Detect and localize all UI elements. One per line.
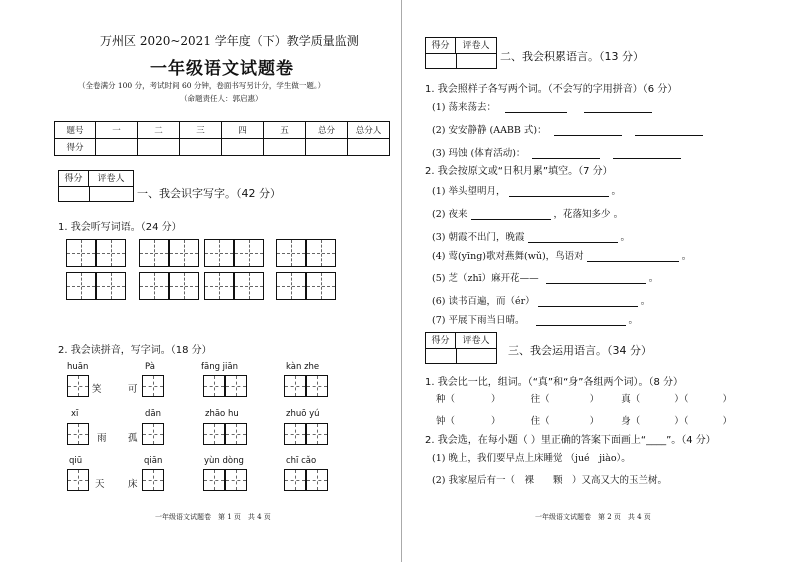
score-input[interactable] — [264, 139, 306, 156]
answer-line[interactable] — [554, 125, 622, 136]
fill-item: (2) 夜来 ，花落知多少 。 — [432, 209, 624, 220]
pinyin-label: huān — [67, 362, 89, 372]
answer-line[interactable] — [587, 251, 679, 262]
pinyin-label: dān — [145, 409, 161, 419]
compare-row: 种（ ） 往（ ） 真（ ）（ ） — [436, 394, 732, 405]
score-input[interactable] — [306, 139, 348, 156]
score-cell: 五 — [264, 122, 306, 139]
question-3-2: 2. 我会选，在每小题（ ）里正确的答案下面画上“____”。（4 分） — [425, 435, 716, 446]
answer-line[interactable] — [635, 125, 703, 136]
grader-box: 得分 评卷人 — [425, 332, 497, 364]
fill-item: (1) 荡来荡去： — [432, 99, 652, 113]
answer-line[interactable] — [528, 232, 618, 243]
writing-box[interactable] — [142, 375, 164, 397]
writing-box[interactable] — [234, 239, 264, 267]
writing-box[interactable] — [204, 239, 234, 267]
question-2-1: 1. 我会照样子各写两个词。（不会写的字用拼音）（6 分） — [425, 84, 678, 95]
fill-item: (6) 读书百遍，而（ér） 。 — [432, 296, 651, 307]
answer-line[interactable] — [505, 102, 567, 113]
score-cell: 四 — [222, 122, 264, 139]
pinyin-label: chī cǎo — [286, 456, 317, 466]
pinyin-label: yùn dòng — [204, 456, 244, 466]
score-cell: 三 — [180, 122, 222, 139]
given-char: 床 — [128, 479, 138, 490]
section-1-title: 一、我会识字写字。（42 分） — [137, 187, 281, 200]
pinyin-label: kàn zhe — [286, 362, 320, 372]
writing-box[interactable] — [66, 239, 96, 267]
writing-box[interactable] — [276, 272, 306, 300]
writing-box[interactable] — [284, 469, 306, 491]
section-3-title: 三、我会运用语言。（34 分） — [508, 344, 652, 357]
score-cell: 得分 — [55, 139, 96, 156]
given-char: 天 — [95, 479, 105, 490]
grader-box: 得分 评卷人 — [425, 37, 497, 69]
writing-box[interactable] — [203, 375, 225, 397]
writing-box[interactable] — [96, 239, 126, 267]
exam-header: 万州区 2020~2021 学年度（下）教学质量监测 — [100, 34, 359, 48]
writing-box[interactable] — [306, 272, 336, 300]
question-1: 1. 我会听写词语。（24 分） — [58, 222, 182, 233]
writing-box[interactable] — [96, 272, 126, 300]
page-footer: 一年级语文试题卷 第 2 页 共 4 页 — [535, 513, 651, 521]
score-input[interactable] — [222, 139, 264, 156]
choice-item: (2) 我家屋后有一（ 裸 颗 ）又高又大的玉兰树。 — [432, 475, 667, 486]
score-cell: 题号 — [55, 122, 96, 139]
fill-item: (1) 举头望明月， 。 — [432, 186, 622, 197]
writing-box[interactable] — [142, 469, 164, 491]
question-2: 2. 我会读拼音，写字词。（18 分） — [58, 345, 212, 356]
exam-note: （全卷满分 100 分，考试时间 60 分钟，卷面书写另计分，学生做一题。） — [78, 81, 326, 90]
page-title: 一年级语文试题卷 — [150, 59, 294, 79]
fill-item: (3) 朝霞不出门，晚霞 。 — [432, 232, 631, 243]
answer-line[interactable] — [471, 209, 551, 220]
page-divider — [401, 0, 402, 562]
score-input[interactable] — [348, 139, 390, 156]
writing-box[interactable] — [225, 375, 247, 397]
question-2-2: 2. 我会按原文或“日积月累”填空。（7 分） — [425, 166, 613, 177]
fill-item: (5) 芝（zhī）麻开花—— 。 — [432, 273, 659, 284]
writing-box[interactable] — [234, 272, 264, 300]
score-input[interactable] — [96, 139, 138, 156]
writing-box[interactable] — [66, 272, 96, 300]
pinyin-label: zhuō yú — [286, 409, 320, 419]
pinyin-label: qiū — [69, 456, 83, 466]
writing-box[interactable] — [306, 469, 328, 491]
writing-box[interactable] — [306, 239, 336, 267]
writing-box[interactable] — [284, 375, 306, 397]
given-char: 可 — [128, 384, 138, 395]
page-footer: 一年级语文试题卷 第 1 页 共 4 页 — [155, 513, 271, 521]
compare-row: 钟（ ） 住（ ） 身（ ）（ ） — [436, 416, 732, 427]
writing-box[interactable] — [139, 239, 169, 267]
writing-box[interactable] — [276, 239, 306, 267]
score-cell: 总分人 — [348, 122, 390, 139]
section-2-title: 二、我会积累语言。（13 分） — [500, 50, 644, 63]
writing-box[interactable] — [203, 469, 225, 491]
pinyin-label: fāng jiān — [201, 362, 239, 372]
writing-box[interactable] — [67, 423, 89, 445]
given-char: 雨 — [97, 433, 107, 444]
given-char: 孤 — [128, 433, 138, 444]
writing-box[interactable] — [284, 423, 306, 445]
question-3-1: 1. 我会比一比，组词。（“真”和“身”各组两个词）。（8 分） — [425, 377, 683, 388]
answer-line[interactable] — [546, 273, 646, 284]
score-cell: 二 — [138, 122, 180, 139]
score-cell: 总分 — [306, 122, 348, 139]
answer-line[interactable] — [536, 315, 626, 326]
writing-box[interactable] — [67, 375, 89, 397]
score-input[interactable] — [180, 139, 222, 156]
answer-line[interactable] — [509, 186, 609, 197]
grader-box: 得分 评卷人 — [58, 170, 134, 202]
score-input[interactable] — [138, 139, 180, 156]
writing-box[interactable] — [67, 469, 89, 491]
writing-box[interactable] — [169, 272, 199, 300]
fill-item: (2) 安安静静 (AABB 式)： — [432, 122, 703, 136]
writing-box[interactable] — [142, 423, 164, 445]
writing-box[interactable] — [306, 423, 328, 445]
writing-box[interactable] — [225, 423, 247, 445]
given-char: 笑 — [92, 384, 102, 395]
writing-box[interactable] — [203, 423, 225, 445]
writing-box[interactable] — [306, 375, 328, 397]
score-table — [54, 121, 390, 156]
writing-box[interactable] — [169, 239, 199, 267]
fill-item: (3) 玛蚀 (体育活动)： — [432, 145, 681, 159]
fill-item: (7) 平展下雨当日晴。 。 — [432, 315, 639, 326]
pinyin-label: Pà — [145, 362, 155, 372]
pinyin-label: zhāo hu — [205, 409, 239, 419]
choice-item: (1) 晚上，我们要早点上床睡觉 （jué jiào）。 — [432, 453, 631, 464]
fill-item: (4) 莺(yīng)歌对燕舞(wǔ)，鸟语对 。 — [432, 251, 692, 262]
pinyin-label: xī — [71, 409, 79, 419]
score-cell: 一 — [96, 122, 138, 139]
answer-line[interactable] — [584, 102, 652, 113]
writing-box[interactable] — [204, 272, 234, 300]
writing-box[interactable] — [225, 469, 247, 491]
answer-line[interactable] — [613, 148, 681, 159]
answer-line[interactable] — [532, 148, 600, 159]
answer-line[interactable] — [538, 296, 638, 307]
pinyin-label: qiān — [144, 456, 163, 466]
writing-box[interactable] — [139, 272, 169, 300]
exam-author: （命题责任人：郭启惠） — [180, 94, 263, 103]
